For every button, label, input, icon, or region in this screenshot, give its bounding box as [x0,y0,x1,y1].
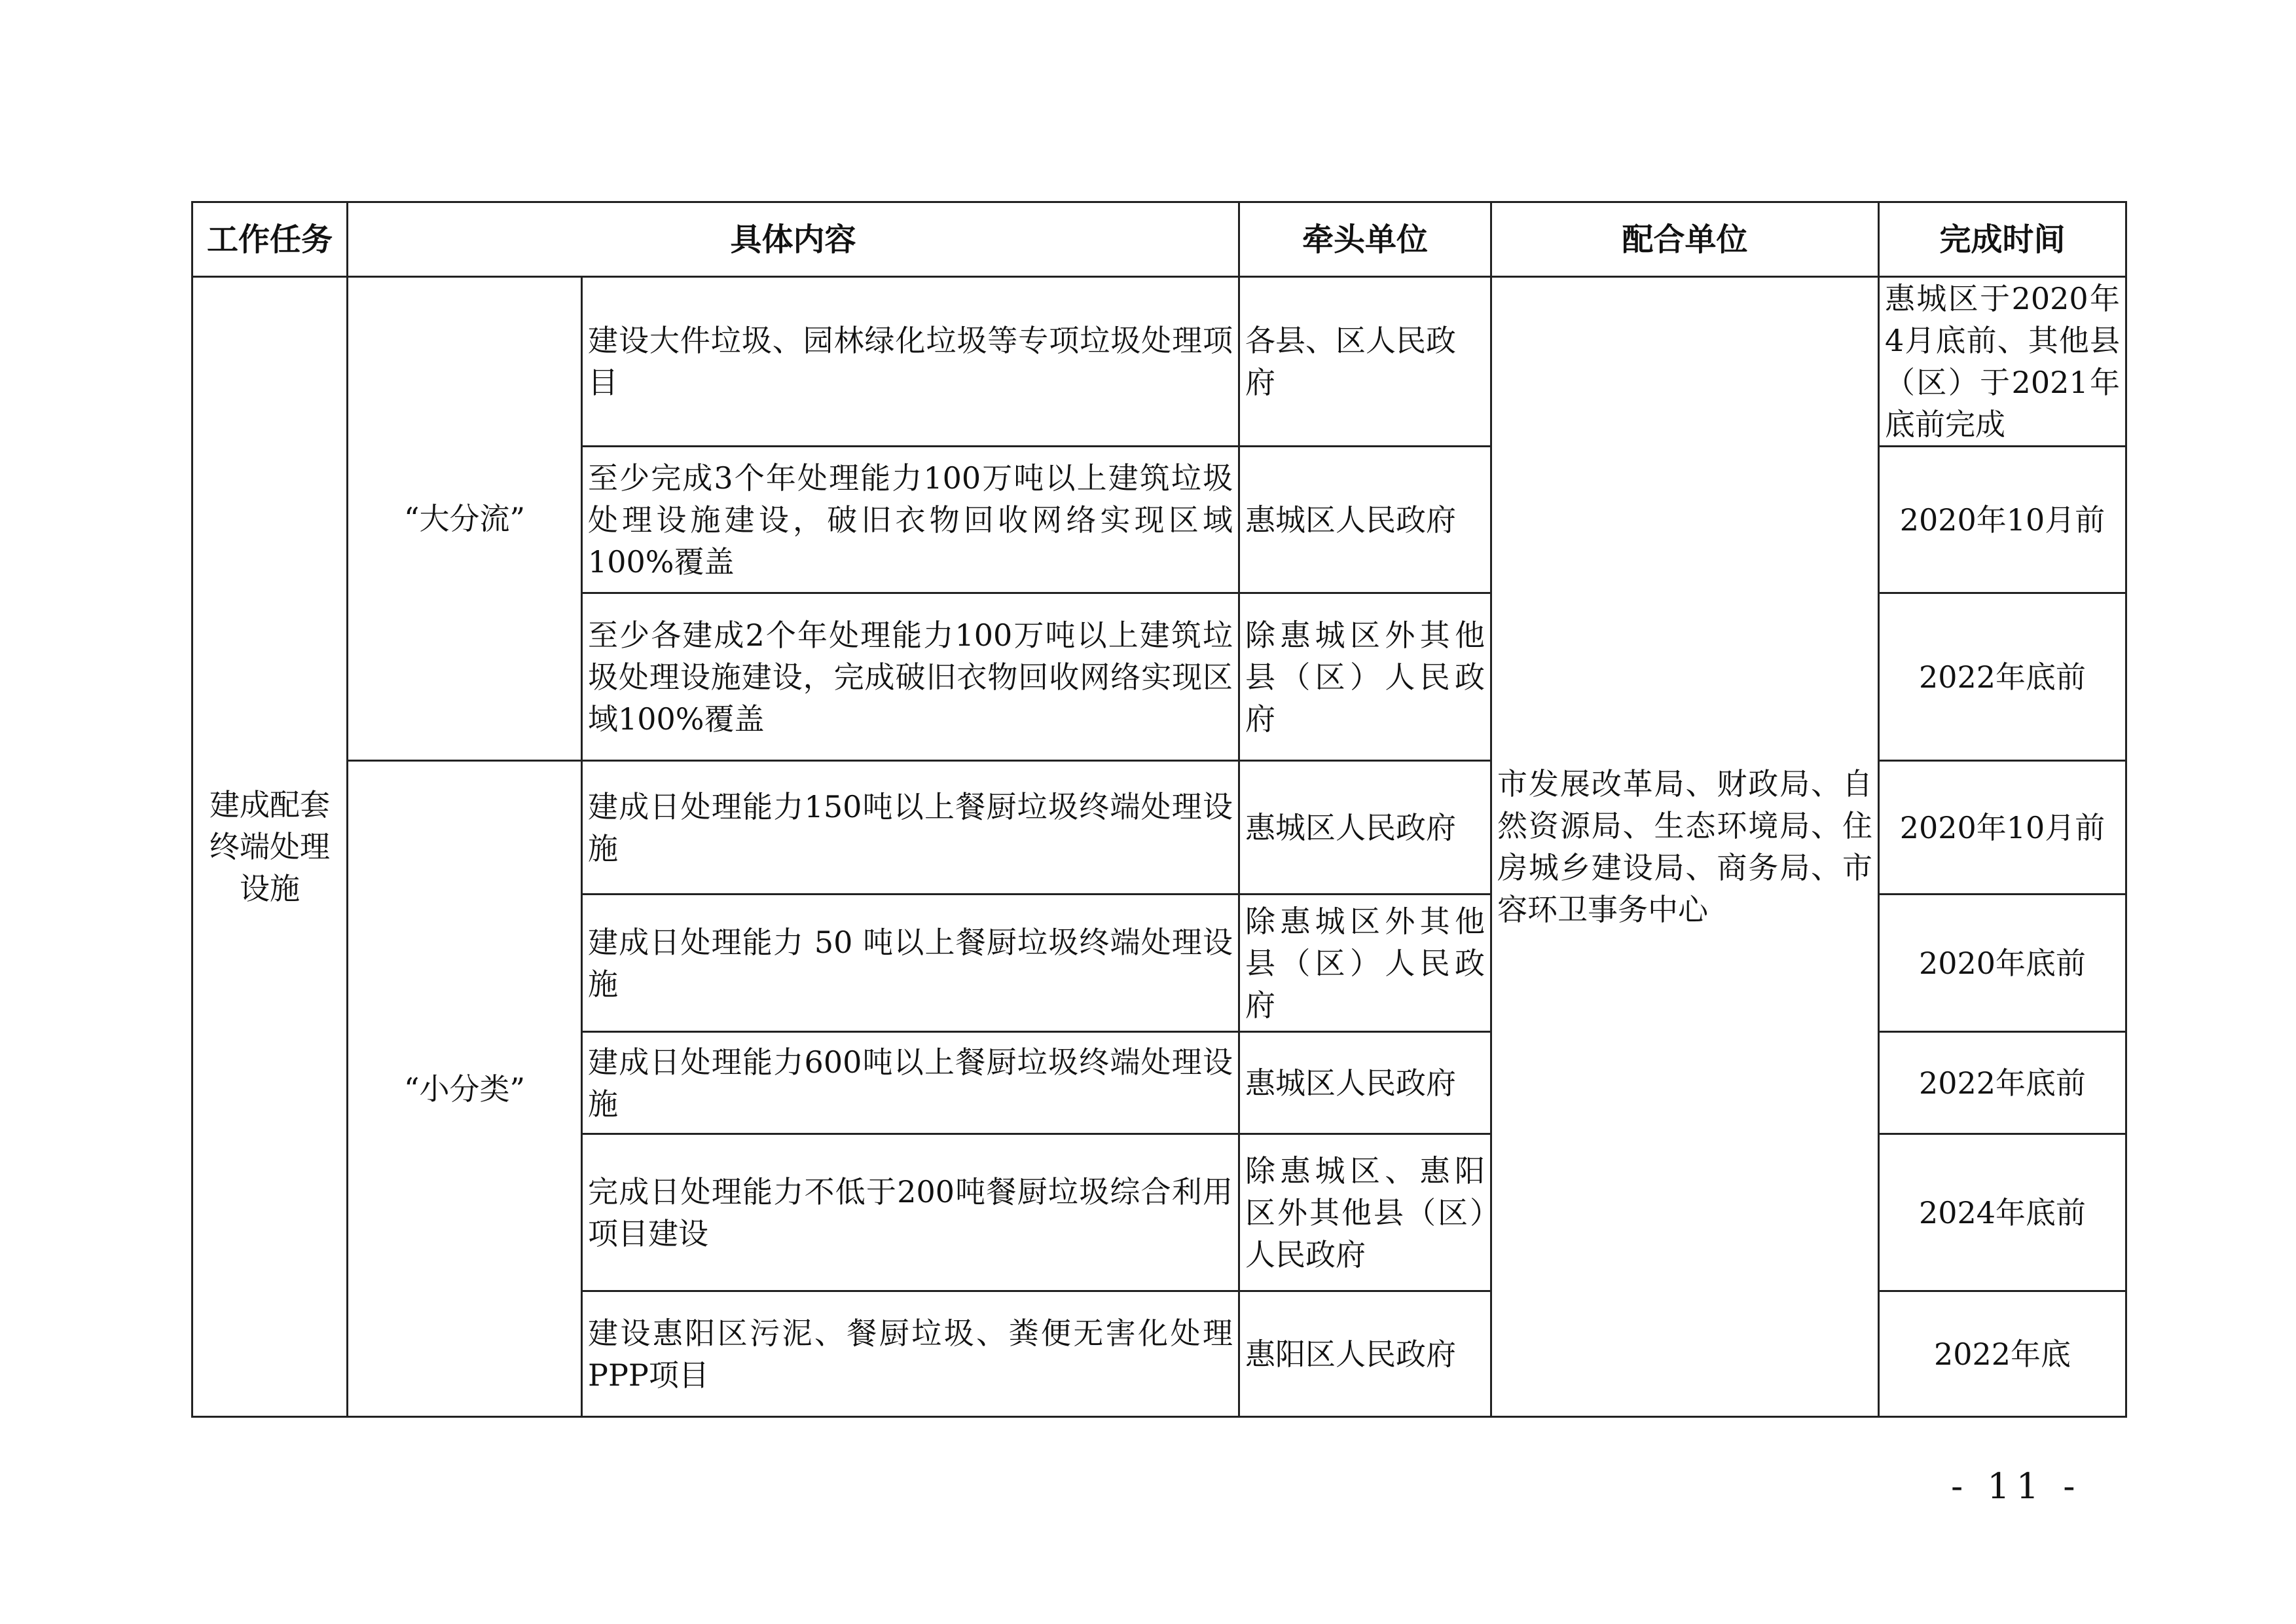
content-cell: 建成日处理能力600吨以上餐厨垃圾终端处理设施 [582,1032,1239,1134]
header-task: 工作任务 [192,202,348,277]
content-cell: 至少完成3个年处理能力100万吨以上建筑垃圾处理设施建设，破旧衣物回收网络实现区域100%覆盖 [582,447,1239,593]
page-number: - 11 - [1951,1466,2082,1507]
task-table [191,201,2127,1418]
group-label-cell: “小分类” [348,761,582,1417]
header-row [192,202,2126,277]
group-label-cell: “大分流” [348,277,582,761]
content-cell: 完成日处理能力不低于200吨餐厨垃圾综合利用项目建设 [582,1134,1239,1291]
lead-cell: 惠阳区人民政府 [1239,1291,1491,1417]
lead-cell: 惠城区人民政府 [1239,761,1491,895]
deadline-cell: 2022年底 [1879,1291,2126,1417]
task-name-cell: 建成配套终端处理设施 [192,277,348,1417]
deadline-cell: 2020年底前 [1879,895,2126,1032]
lead-cell: 除惠城区外其他县（区）人民政府 [1239,895,1491,1032]
deadline-cell: 2020年10月前 [1879,761,2126,895]
header-lead: 牵头单位 [1239,202,1491,277]
content-cell: 建设大件垃圾、园林绿化垃圾等专项垃圾处理项目 [582,277,1239,447]
deadline-cell: 2024年底前 [1879,1134,2126,1291]
deadline-cell: 2022年底前 [1879,593,2126,761]
content-cell: 建成日处理能力 50 吨以上餐厨垃圾终端处理设施 [582,895,1239,1032]
lead-cell: 惠城区人民政府 [1239,1032,1491,1134]
deadline-cell: 惠城区于2020年4月底前、其他县（区）于2021年底前完成 [1879,277,2126,447]
header-cooperate: 配合单位 [1491,202,1879,277]
table-row [192,277,2126,447]
content-cell: 建设惠阳区污泥、餐厨垃圾、粪便无害化处理PPP项目 [582,1291,1239,1417]
content-cell: 建成日处理能力150吨以上餐厨垃圾终端处理设施 [582,761,1239,895]
content-cell: 至少各建成2个年处理能力100万吨以上建筑垃圾处理设施建设，完成破旧衣物回收网络实现区域100%覆盖 [582,593,1239,761]
deadline-cell: 2020年10月前 [1879,447,2126,593]
deadline-cell: 2022年底前 [1879,1032,2126,1134]
lead-cell: 除惠城区外其他县（区）人民政府 [1239,593,1491,761]
lead-cell: 各县、区人民政府 [1239,277,1491,447]
header-deadline: 完成时间 [1879,202,2126,277]
lead-cell: 除惠城区、惠阳区外其他县（区）人民政府 [1239,1134,1491,1291]
cooperating-units-cell: 市发展改革局、财政局、自然资源局、生态环境局、住房城乡建设局、商务局、市容环卫事务中心 [1491,277,1879,1417]
lead-cell: 惠城区人民政府 [1239,447,1491,593]
header-content: 具体内容 [348,202,1239,277]
